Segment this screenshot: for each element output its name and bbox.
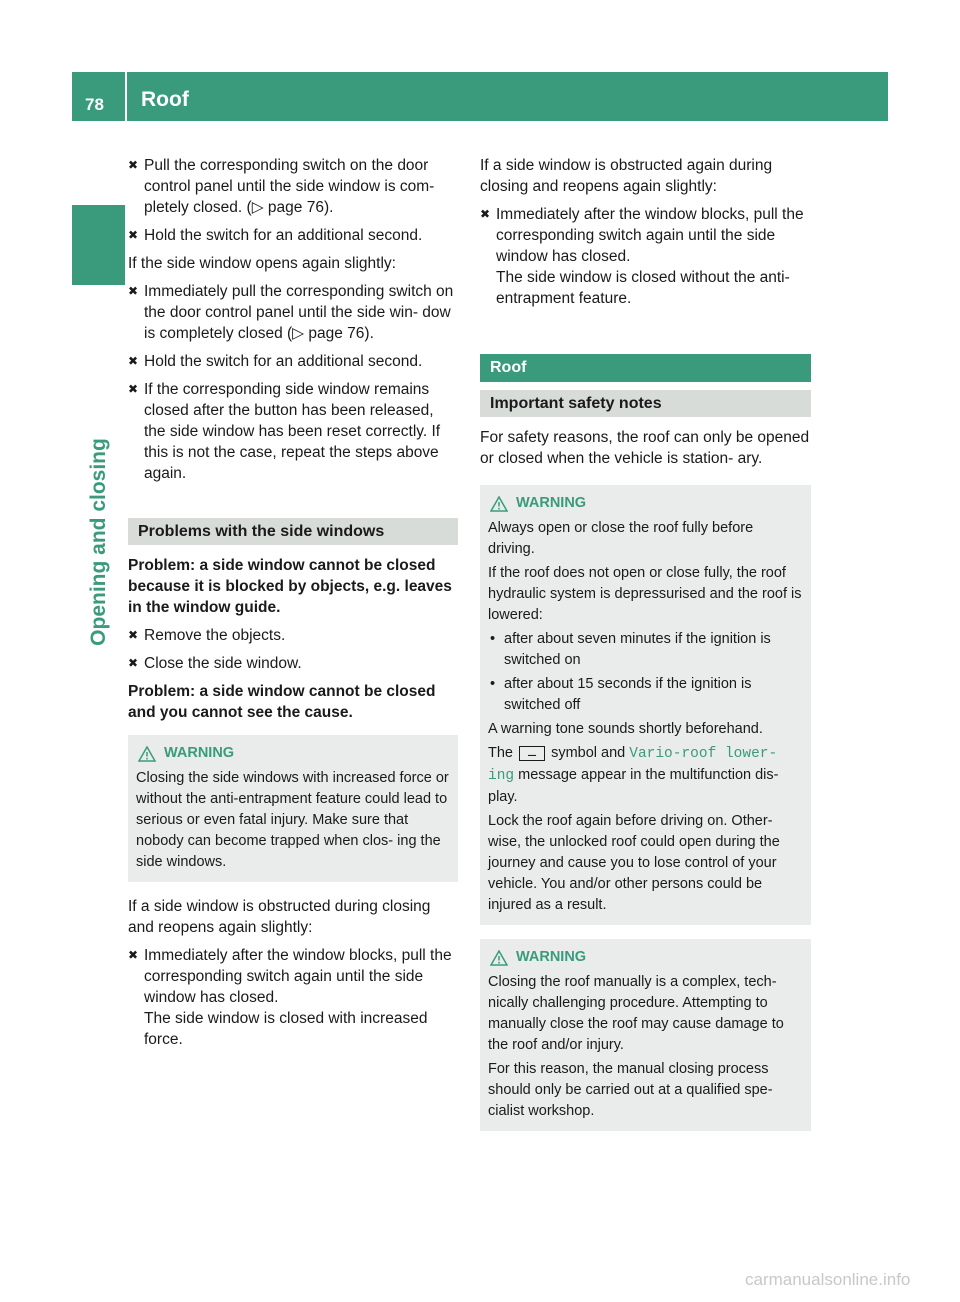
- instruction-step: ✖ Close the side window.: [128, 653, 458, 674]
- instruction-step: [480, 204, 811, 309]
- warning-text: Closing the side windows with increased force or without the anti-entrapment feature could lead to serious or even fatal injury. Make sure that nobody can become trapped when clos- ing the side windows.: [136, 770, 449, 870]
- warning-text: Closing the roof manually is a complex, tech- nically challenging procedure. Attempting to manually close the roof may cause damage to the roof and/or injury.: [488, 974, 784, 1053]
- side-tab: [72, 205, 125, 285]
- instruction-step: [128, 945, 458, 1050]
- step-result: The side window is closed without the anti- entrapment feature.: [496, 269, 790, 307]
- step-text: Immediately after the window blocks, pull the corresponding switch again until the side window has closed.: [144, 947, 452, 1006]
- warning-list-item: • after about 15 seconds if the ignition is switched off: [488, 674, 803, 716]
- instruction-step: ✖ If the corresponding side window remains closed after the button has been released, the side window has been reset correctly. If this is not the case, repeat the steps above again.: [128, 379, 458, 484]
- instruction-step: ✖ Pull the corresponding switch on the door control panel until the side window is com- pletely closed. (▷ page 76).: [128, 155, 458, 218]
- warning-text: A warning tone sounds shortly beforehand.: [488, 721, 763, 737]
- instruction-step: ✖ Remove the objects.: [128, 625, 458, 646]
- problem-heading: Problem: a side window cannot be closed because it is blocked by objects, e.g. leaves in the window guide.: [128, 557, 452, 616]
- step-result: The side window is closed with increased force.: [144, 1010, 428, 1048]
- warning-triangle-icon: [490, 496, 508, 512]
- problem-heading: Problem: a side window cannot be closed and you cannot see the cause.: [128, 683, 436, 721]
- warning-text-part: The: [488, 745, 513, 761]
- step-text: Immediately after the window blocks, pull the corresponding switch again until the side window has closed.: [496, 206, 804, 265]
- warning-text: Lock the roof again before driving on. Other- wise, the unlocked roof could open during the journey and cause you to lose control of your vehicle. You and/or other persons could be injured as a result.: [488, 813, 780, 913]
- instruction-step: ✖ Hold the switch for an additional second.: [128, 351, 458, 372]
- instruction-step: ✖ Hold the switch for an additional second.: [128, 225, 458, 246]
- paragraph: If the side window opens again slightly:: [128, 255, 396, 272]
- right-column: [480, 155, 811, 1131]
- left-column: [128, 155, 458, 1057]
- warning-list-item: • after about seven minutes if the ignition is switched on: [488, 629, 803, 671]
- header-bar: [127, 72, 888, 121]
- paragraph: If a side window is obstructed during closing and reopens again slightly:: [128, 898, 431, 936]
- warning-text: For this reason, the manual closing process should only be carried out at a qualified spe- cialist workshop.: [488, 1061, 773, 1119]
- section-heading: Roof: [480, 354, 811, 382]
- warning-title: WARNING: [516, 495, 587, 511]
- warning-triangle-icon: [138, 746, 156, 762]
- warning-text-part: symbol and: [551, 745, 626, 761]
- chapter-label: Opening and closing: [87, 438, 110, 646]
- paragraph: If a side window is obstructed again during closing and reopens again slightly:: [480, 157, 773, 195]
- roof-symbol-icon: ⚊: [519, 746, 545, 761]
- warning-title: WARNING: [516, 949, 587, 965]
- instruction-step: ✖ Immediately pull the corresponding switch on the door control panel until the side win- dow is completely closed (▷ page 76).: [128, 281, 458, 344]
- warning-box: [480, 485, 811, 925]
- display-message: Vario-roof lower‐ ing: [488, 746, 778, 784]
- paragraph: For safety reasons, the roof can only be opened or closed when the vehicle is station- ary.: [480, 429, 810, 467]
- watermark: carmanualsonline.info: [745, 1270, 911, 1289]
- page-title: Roof: [141, 88, 189, 111]
- warning-text: If the roof does not open or close fully, the roof hydraulic system is depressurised and the roof is lowered:: [488, 565, 802, 623]
- warning-triangle-icon: [490, 950, 508, 966]
- page-number: 78: [85, 95, 104, 114]
- warning-text: [488, 743, 803, 808]
- warning-title: WARNING: [164, 745, 235, 761]
- subsection-heading: Problems with the side windows: [128, 518, 458, 545]
- warning-box: [480, 939, 811, 1131]
- warning-text: Always open or close the roof fully before driving.: [488, 520, 754, 557]
- warning-box: [128, 735, 458, 882]
- subsection-heading: Important safety notes: [480, 390, 811, 417]
- warning-heading: [488, 947, 803, 968]
- warning-heading: [136, 743, 450, 764]
- warning-text-part: message appear in the multifunction dis- play.: [488, 767, 779, 805]
- warning-heading: [488, 493, 803, 514]
